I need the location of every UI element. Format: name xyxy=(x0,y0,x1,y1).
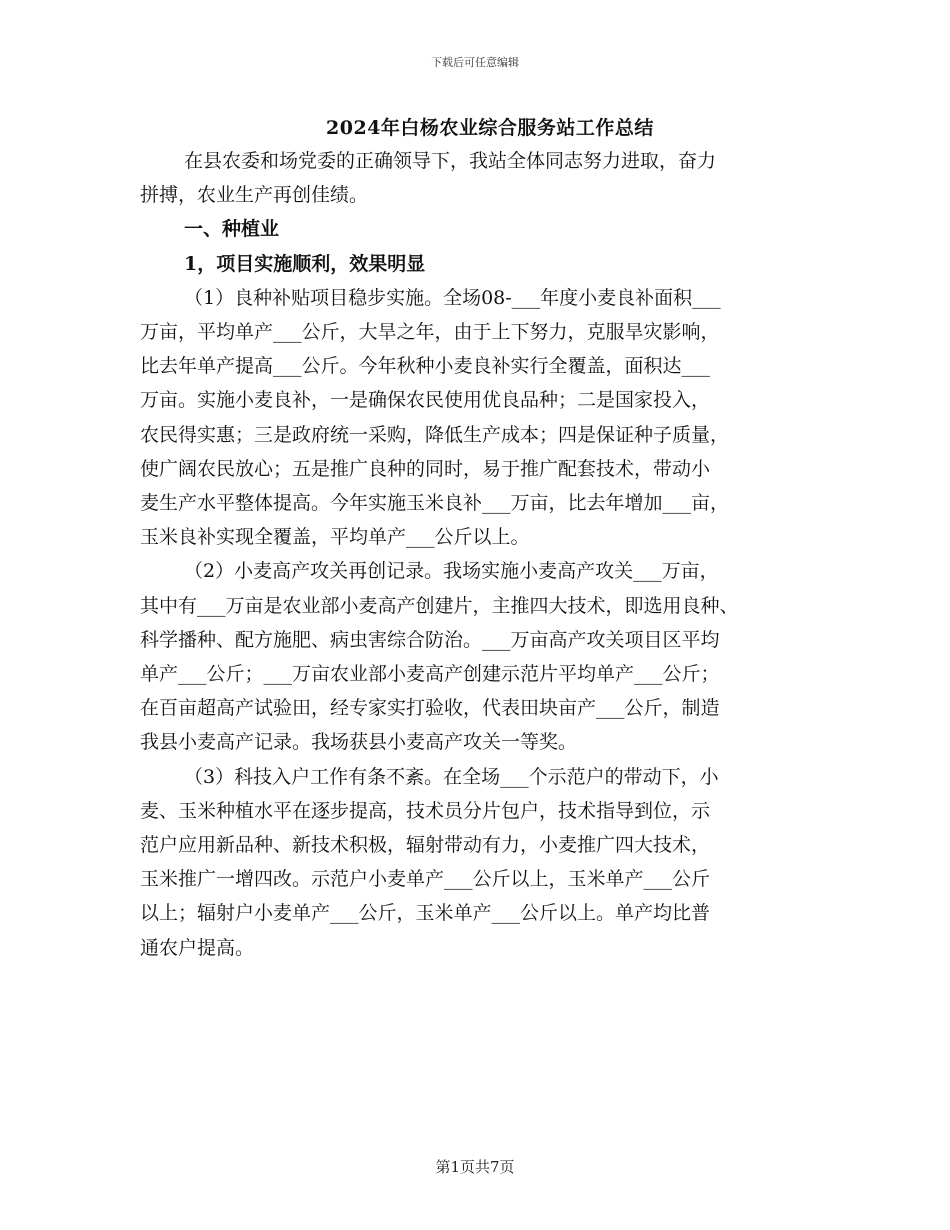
page-number: 第1页共7页 xyxy=(435,1158,515,1176)
text-line: 农民得实惠；三是政府统一采购，降低生产成本；四是保证种子质量， xyxy=(140,423,730,446)
text-line: 麦、玉米种植水平在逐步提高，技术员分片包户，技术指导到位，示 xyxy=(140,799,711,822)
text-line: 玉米推广一增四改。示范户小麦单产___公斤以上，玉米单产___公斤 xyxy=(140,868,711,891)
text-line: 拼搏，农业生产再创佳绩。 xyxy=(140,184,369,207)
text-line: 科学播种、配方施肥、病虫害综合防治。___万亩高产攻关项目区平均 xyxy=(140,628,720,651)
text-line: 其中有___万亩是农业部小麦高产创建片，主推四大技术，即选用良种、 xyxy=(140,594,739,617)
text-line: 万亩，平均单产___公斤，大旱之年，由于上下努力，克服旱灾影响， xyxy=(140,321,720,344)
document-body xyxy=(140,112,820,965)
text-line: 单产___公斤；___万亩农业部小麦高产创建示范片平均单产___公斤； xyxy=(140,663,720,686)
text-line: 万亩。实施小麦良补，一是确保农民使用优良品种；二是国家投入， xyxy=(140,389,711,412)
text-line: 使广阔农民放心；五是推广良种的同时，易于推广配套技术，带动小 xyxy=(140,457,711,480)
text-line: 我县小麦高产记录。我场获县小麦高产攻关一等奖。 xyxy=(140,731,578,754)
text-line: 通农户提高。 xyxy=(140,936,255,959)
text-line: 玉米良补实现全覆盖，平均单产___公斤以上。 xyxy=(140,526,530,549)
document-title: 2024年白杨农业综合服务站工作总结 xyxy=(326,117,654,139)
text-line: （1）良种补贴项目稳步实施。全场08-___年度小麦良补面积___ xyxy=(184,286,721,309)
text-line: 在百亩超高产试验田，经专家实打验收，代表田块亩产___公斤，制造 xyxy=(140,697,720,720)
text-line: 以上；辐射户小麦单产___公斤，玉米单产___公斤以上。单产均比普 xyxy=(140,902,711,925)
text-line: （3）科技入户工作有条不紊。在全场___个示范户的带动下，小 xyxy=(184,765,719,788)
text-line: 麦生产水平整体提高。今年实施玉米良补___万亩，比去年增加___亩， xyxy=(140,492,730,515)
paragraph-lines xyxy=(140,144,820,965)
text-line: 比去年单产提高___公斤。今年秋种小麦良补实行全覆盖，面积达___ xyxy=(140,355,711,378)
text-line: 在县农委和场党委的正确领导下，我站全体同志努力进取，奋力 xyxy=(184,150,717,172)
section-heading: 1，项目实施顺利，效果明显 xyxy=(184,252,426,275)
header-note: 下载后可任意编辑 xyxy=(431,56,519,69)
section-heading: 一、种植业 xyxy=(184,218,280,241)
text-line: 范户应用新品种、新技术积极，辐射带动有力，小麦推广四大技术， xyxy=(140,834,711,857)
text-line: （2）小麦高产攻关再创记录。我场实施小麦高产攻关___万亩， xyxy=(184,560,719,583)
